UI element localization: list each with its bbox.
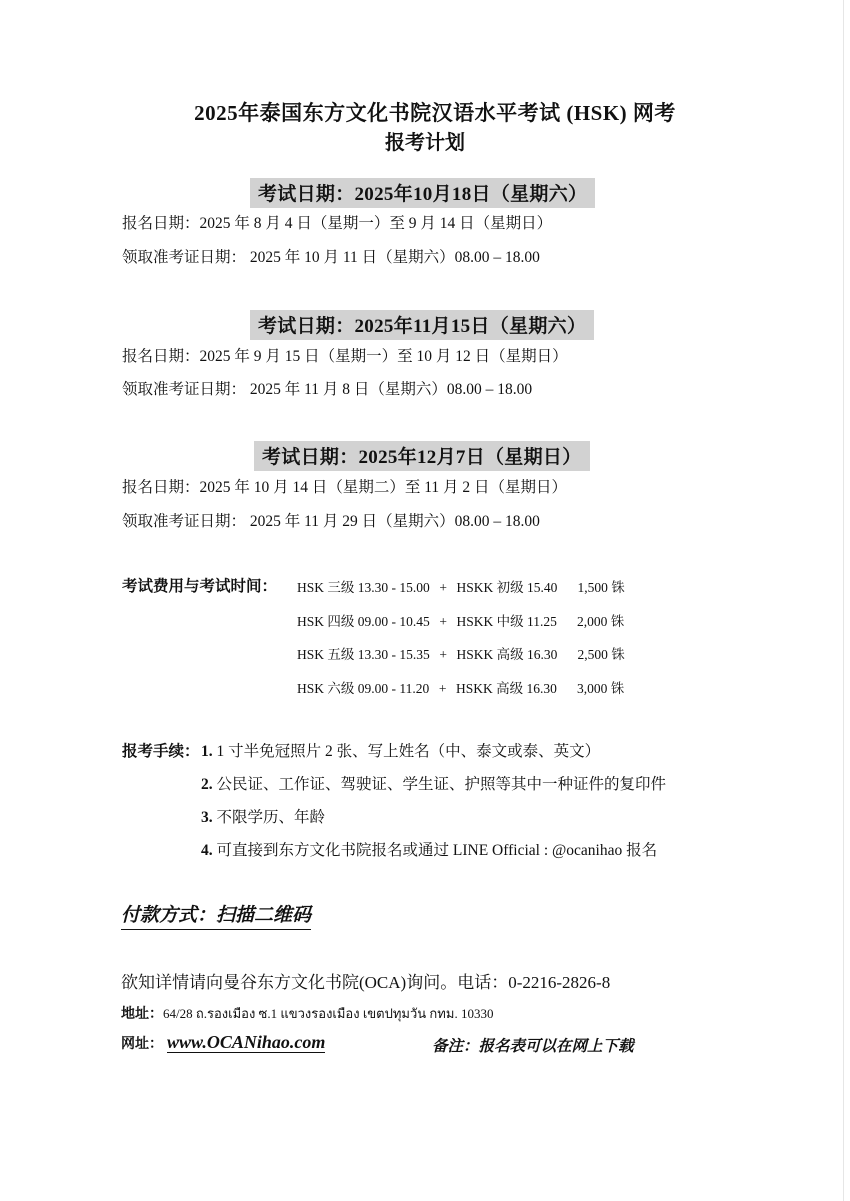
exam-date-1: 考试日期：2025年10月18日（星期六） [250, 178, 595, 208]
registration-date-3: 报名日期：2025 年 10 月 14 日（星期二）至 11 月 2 日（星期日） [122, 479, 568, 496]
fee-row [297, 677, 624, 697]
website-link[interactable]: www.OCANihao.com [167, 1032, 326, 1052]
fee-hskk: HSKK 初级 15.40 [456, 580, 558, 595]
procedures-label: 报考手续： [122, 743, 200, 760]
fee-price: 3,000 铢 [577, 681, 625, 696]
fees-label: 考试费用与考试时间： [122, 578, 278, 595]
ticket-date-1: 领取准考证日期： 2025 年 10 月 11 日（星期六）08.00 – 18.00 [122, 249, 540, 266]
exam-date-3: 考试日期：2025年12月7日（星期日） [254, 441, 590, 471]
procedure-text: 公民证、工作证、驾驶证、学生证、护照等其中一种证件的复印件 [216, 776, 667, 793]
scan-edge [843, 0, 844, 1201]
fee-plus: + [439, 614, 447, 629]
fee-hsk: HSK 五级 13.30 - 15.35 [297, 647, 430, 662]
document-title: 2025年泰国东方文化书院汉语水平考试 (HSK) 网考 [194, 101, 676, 125]
fee-hskk: HSKK 中级 11.25 [456, 614, 557, 629]
procedure-text: 可直接到东方文化书院报名或通过 LINE Official : @ocanihao 报名 [216, 842, 658, 859]
contact-inquiry: 欲知详情请向曼谷东方文化书院(OCA)询问。电话：0-2216-2826-8 [121, 973, 611, 992]
fee-price: 2,000 铢 [577, 614, 625, 629]
registration-date-2: 报名日期：2025 年 9 月 15 日（星期一）至 10 月 12 日（星期日） [122, 348, 568, 365]
fee-row [297, 643, 625, 663]
fee-hsk: HSK 四级 09.00 - 10.45 [297, 614, 430, 629]
website-label: 网址： [121, 1037, 163, 1052]
procedure-item [201, 739, 600, 761]
procedure-item [201, 838, 657, 860]
address-line [121, 1003, 493, 1024]
fee-hsk: HSK 三级 13.30 - 15.00 [297, 580, 430, 595]
fee-plus: + [438, 681, 447, 696]
fee-hsk: HSK 六级 09.00 - 11.20 [297, 681, 430, 696]
fee-plus: + [439, 647, 447, 662]
procedure-text: 不限学历、年龄 [216, 809, 326, 826]
payment-method: 付款方式：扫描二维码 [121, 900, 311, 930]
fee-hskk: HSKK 高级 16.30 [456, 647, 558, 662]
exam-date-2: 考试日期：2025年11月15日（星期六） [250, 310, 594, 340]
procedure-item [201, 772, 666, 794]
fee-hskk: HSKK 高级 16.30 [456, 681, 557, 696]
ticket-date-3: 领取准考证日期： 2025 年 11 月 29 日（星期六）08.00 – 18.00 [122, 513, 540, 530]
fee-row [297, 576, 625, 596]
address-label: 地址： [121, 1007, 163, 1022]
procedure-text: 1 寸半免冠照片 2 张、写上姓名（中、泰文或泰、英文） [216, 743, 601, 760]
procedure-number: 4. [201, 842, 213, 859]
address-text: 64/28 ถ.รองเมือง ซ.1 แขวงรองเมือง เขตปทุมวัน กทม. 10330 [163, 1006, 494, 1021]
fee-price: 2,500 铢 [577, 647, 625, 662]
procedure-number: 2. [201, 776, 213, 793]
fee-row [297, 610, 624, 630]
ticket-date-2: 领取准考证日期： 2025 年 11 月 8 日（星期六）08.00 – 18.00 [122, 381, 533, 398]
fee-price: 1,500 铢 [577, 580, 625, 595]
registration-date-1: 报名日期：2025 年 8 月 4 日（星期一）至 9 月 14 日（星期日） [122, 215, 553, 232]
document-subtitle: 报考计划 [385, 132, 465, 154]
fee-plus: + [439, 580, 447, 595]
note: 备注：报名表可以在网上下载 [432, 1038, 634, 1055]
procedure-item [201, 805, 325, 827]
procedure-number: 3. [201, 809, 213, 826]
website-line [121, 1032, 325, 1053]
procedure-number: 1. [201, 743, 213, 760]
